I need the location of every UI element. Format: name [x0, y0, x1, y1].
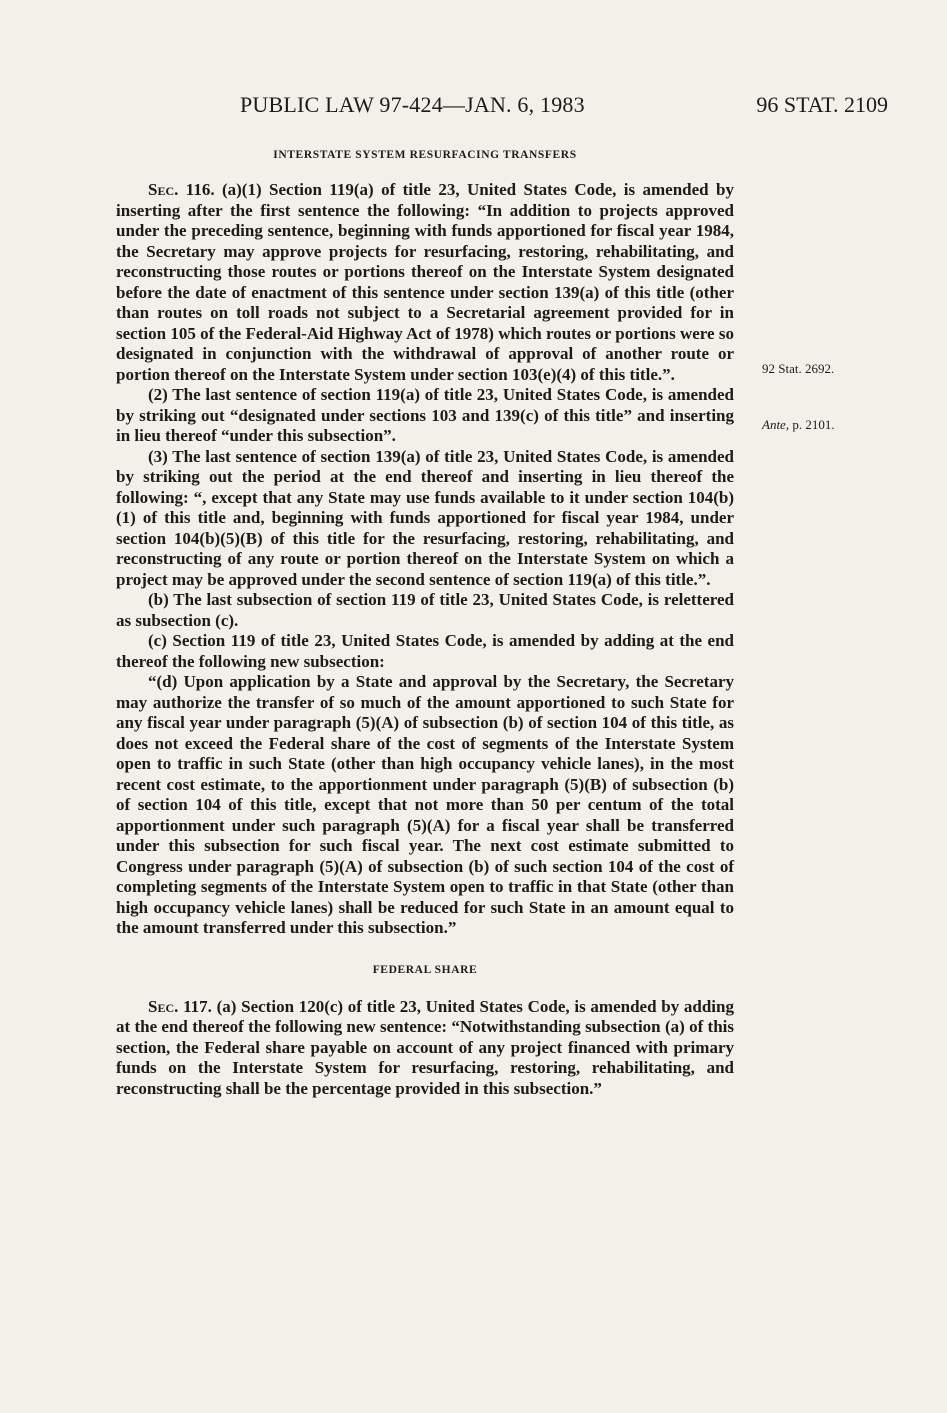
margin-note-rest: p. 2101.: [789, 417, 835, 432]
paragraph: [116, 180, 734, 385]
section-heading: INTERSTATE SYSTEM RESURFACING TRANSFERS: [273, 149, 577, 161]
paragraph: (2) The last sentence of section 119(a) of title 23, United States Code, is amended by striking out “designated under sections 103 and 139(c) of this title” and inserting in lieu thereof “under this subsection”.: [116, 385, 734, 445]
paragraph: (c) Section 119 of title 23, United States Code, is amended by adding at the end thereof the following new subsection:: [116, 631, 734, 671]
section-heading: FEDERAL SHARE: [372, 963, 478, 976]
body-text: [116, 148, 734, 1099]
margin-note-italic: Ante,: [762, 417, 790, 432]
margin-note: 92 Stat. 2692.: [762, 361, 835, 376]
section-label: Sec.: [148, 180, 179, 199]
paragraph: [116, 997, 734, 1100]
paragraph: “(d) Upon application by a State and approval by the Secretary, the Secretary may authorize the transfer of so much of the amount apportioned to such State for any fiscal year under paragraph (5)(A) of subsection (b) of section 104 of this title, as does not exceed the Federal share of the cost of segments of the Interstate System open to traffic in such State (other than high occupancy vehicle lanes), in the most recent cost estimate, to the apportionment under paragraph (5)(B) of subsection (b) of section 104 of this title, except that not more than 50 per centum of the total apportionment under such paragraph (5)(A) for a fiscal year shall be transferred under this subsection for such fiscal year. The next cost estimate submitted to Congress under paragraph (5)(A) of subsection (b) of such section 104 of the cost of completing segments of the Interstate System open to traffic in that State (other than high occupancy vehicle lanes) shall be reduced for such State in an amount equal to the amount transferred under this subsection.”: [116, 672, 734, 937]
section-label: Sec.: [148, 996, 179, 1016]
paragraph: (b) The last subsection of section 119 of title 23, United States Code, is relettered as subsection (c).: [116, 590, 734, 630]
margin-note: [762, 417, 835, 433]
page-header-title: PUBLIC LAW 97-424—JAN. 6, 1983: [240, 92, 585, 117]
paragraph-text: 116. (a)(1) Section 119(a) of title 23, United States Code, is amended by inserting after the first sentence the following: “In addition to projects approved under the preceding sentence, beginning with funds apportioned for fiscal year 1984, the Secretary may approve projects for resurfacing, restoring, rehabilitating, and reconstructing those routes or portions thereof on the Interstate System designated before the date of enactment of this sentence under section 139(a) of this title (other than routes on toll roads not subject to a Secretarial agreement provided for in section 105 of the Federal-Aid Highway Act of 1978) which routes or portions were so designated in conjunction with the withdrawal of approval of another route or portion thereof on the Interstate System under section 103(e)(4) of this title.”.: [116, 180, 734, 384]
page-header-stat: 96 STAT. 2109: [756, 92, 888, 117]
paragraph-text: 117. (a) Section 120(c) of title 23, United States Code, is amended by adding at the end thereof the following new sentence: “Notwithstanding subsection (a) of this section, the Federal share payable on account of any project financed with primary funds on the Interstate System for resurfacing, restoring, rehabilitating, and reconstructing shall be the percentage provided in this subsection.”: [116, 996, 734, 1098]
paragraph: (3) The last sentence of section 139(a) of title 23, United States Code, is amended by striking out the period at the end thereof and inserting in lieu thereof the following: “, except that any State may use funds available to it under section 104(b)(1) of this title and, beginning with funds apportioned for fiscal year 1984, under section 104(b)(5)(B) of this title for the resurfacing, restoring, rehabilitating, and reconstructing of any route or portion thereof on the Interstate System on which a project may be approved under the second sentence of section 119(a) of this title.”.: [116, 446, 734, 589]
